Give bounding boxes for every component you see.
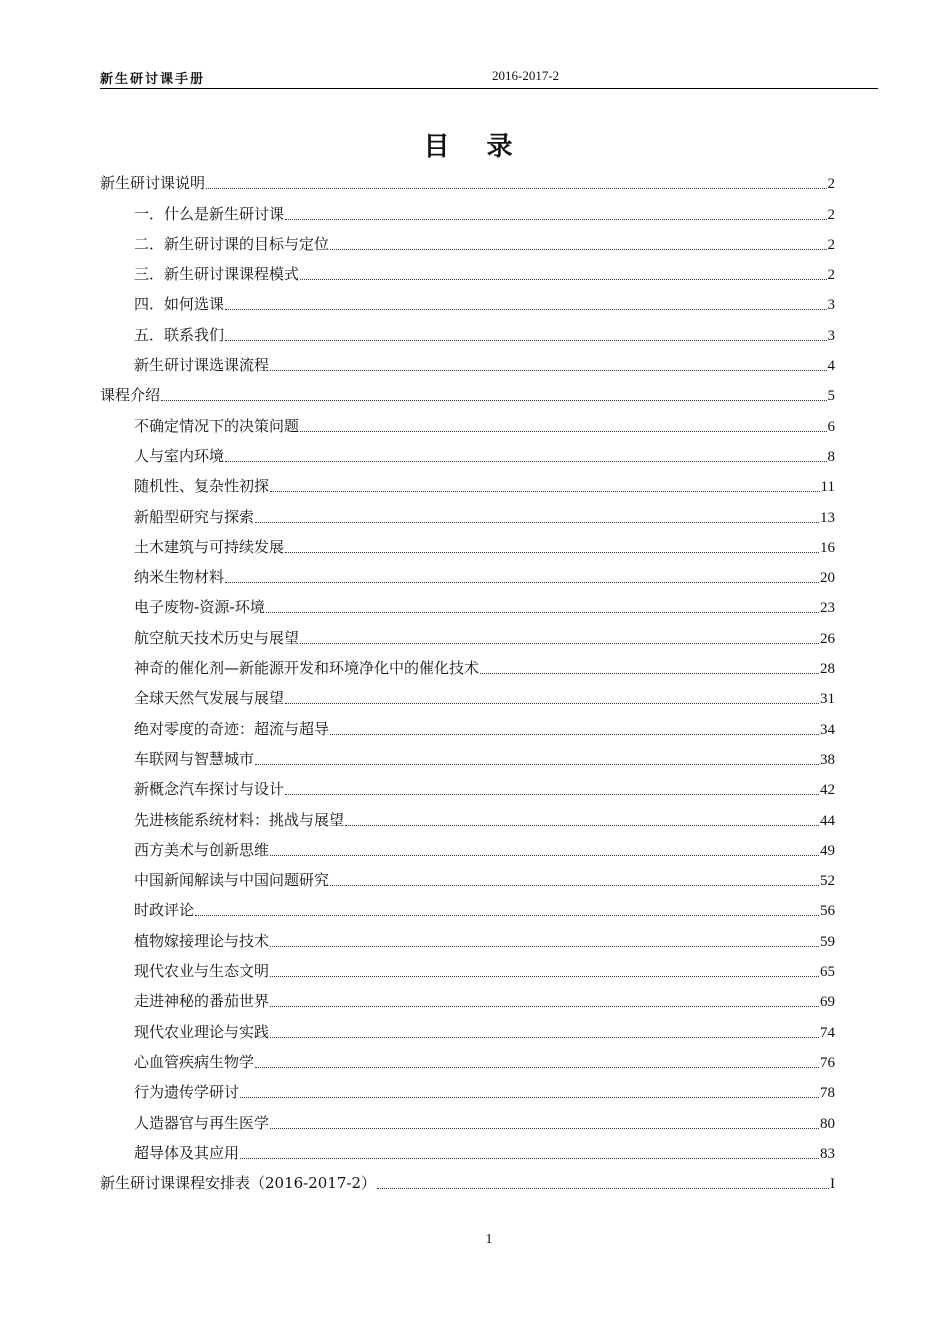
- toc-dot-leader: [240, 1097, 819, 1098]
- toc-entry-title: 不确定情况下的决策问题: [134, 416, 300, 435]
- toc-entry[interactable]: [100, 833, 835, 863]
- toc-dot-leader: [330, 734, 819, 735]
- toc-dot-leader: [161, 400, 826, 401]
- toc-dot-leader: [225, 461, 826, 462]
- toc-entry[interactable]: [100, 1014, 835, 1044]
- toc-entry-title: 心血管疾病生物学: [134, 1052, 255, 1071]
- toc-entry-page: 6: [827, 418, 835, 435]
- toc-entry-title: 西方美术与创新思维: [134, 840, 270, 859]
- toc-entry-title: 一．什么是新生研讨课: [134, 204, 285, 223]
- toc-dot-leader: [345, 825, 819, 826]
- toc-entry-title: 航空航天技术历史与展望: [134, 628, 300, 647]
- page-header: [100, 66, 878, 89]
- toc-entry-title: 三．新生研讨课课程模式: [134, 265, 300, 284]
- toc-entry-title: 人造器官与再生医学: [134, 1113, 270, 1132]
- toc-dot-leader: [480, 673, 819, 674]
- toc-entry[interactable]: [100, 954, 835, 984]
- toc-entry-title: 随机性、复杂性初探: [134, 477, 270, 496]
- toc-entry-title: 行为遗传学研讨: [134, 1083, 240, 1102]
- toc-entry-title: 中国新闻解读与中国问题研究: [134, 871, 330, 890]
- toc-dot-leader: [225, 340, 826, 341]
- toc-entry-page: 2: [827, 267, 835, 284]
- page-number: 1: [485, 1232, 493, 1247]
- toc-entry-title: 四．如何选课: [134, 295, 225, 314]
- toc-entry-page: 44: [820, 812, 835, 829]
- toc-entry-page: 34: [820, 721, 835, 738]
- toc-dot-leader: [330, 885, 819, 886]
- toc-entry[interactable]: [100, 408, 835, 438]
- toc-entry[interactable]: [100, 590, 835, 620]
- toc-entry[interactable]: [100, 166, 835, 196]
- toc-dot-leader: [270, 1128, 819, 1129]
- toc-dot-leader: [206, 188, 826, 189]
- toc-entry[interactable]: [100, 1136, 835, 1166]
- toc-entry-page: 56: [820, 903, 835, 920]
- toc-entry-page: 31: [820, 691, 835, 708]
- toc-entry[interactable]: [100, 651, 835, 681]
- toc-dot-leader: [270, 976, 819, 977]
- toc-entry-title: 五．联系我们: [134, 325, 225, 344]
- toc-entry-page: 78: [820, 1085, 835, 1102]
- toc-entry[interactable]: [100, 863, 835, 893]
- header-semester: 2016-2017-2: [492, 68, 560, 83]
- toc-entry[interactable]: [100, 348, 835, 378]
- toc-dot-leader: [225, 309, 826, 310]
- header-handbook-title: 新生研讨课手册: [100, 72, 206, 87]
- toc-dot-leader: [255, 1067, 819, 1068]
- toc-dot-leader: [377, 1188, 829, 1189]
- toc-entry-title: 土木建筑与可持续发展: [134, 537, 285, 556]
- toc-entry-title: 先进核能系统材料：挑战与展望: [134, 810, 345, 829]
- toc-entry-title: 新船型研究与探索: [134, 507, 255, 526]
- toc-entry-page: 11: [820, 479, 835, 496]
- toc-entry-page: 83: [820, 1145, 835, 1162]
- toc-dot-leader: [285, 552, 819, 553]
- toc-entry-title: 新生研讨课课程安排表（2016-2017-2）: [100, 1174, 377, 1193]
- toc-entry[interactable]: [100, 560, 835, 590]
- toc-entry-page: 28: [820, 661, 835, 678]
- toc-dot-leader: [285, 703, 819, 704]
- toc-entry-page: 13: [820, 509, 835, 526]
- toc-dot-leader: [270, 491, 820, 492]
- toc-entry-page: 2: [827, 176, 835, 193]
- toc-entry-page: 3: [827, 327, 835, 344]
- toc-entry[interactable]: [100, 1166, 835, 1196]
- toc-dot-leader: [270, 946, 819, 947]
- toc-entry-page: 5: [827, 388, 835, 405]
- toc-entry[interactable]: [100, 439, 835, 469]
- toc-dot-leader: [270, 855, 819, 856]
- toc-entry-title: 纳米生物材料: [134, 568, 225, 587]
- toc-entry-page: 76: [820, 1054, 835, 1071]
- toc-entry-page: 8: [827, 448, 835, 465]
- toc-entry-page: 80: [820, 1115, 835, 1132]
- toc-entry[interactable]: [100, 772, 835, 802]
- toc-dot-leader: [300, 643, 819, 644]
- toc-dot-leader: [270, 1006, 819, 1007]
- toc-entry-title: 全球天然气发展与展望: [134, 689, 285, 708]
- toc-entry-page: 2: [827, 206, 835, 223]
- toc-entry-title: 绝对零度的奇迹：超流与超导: [134, 719, 330, 738]
- toc-entry-page: 42: [820, 782, 835, 799]
- toc-entry-title: 课程介绍: [100, 386, 161, 405]
- toc-entry[interactable]: [100, 257, 835, 287]
- toc-entry-page: 69: [820, 994, 835, 1011]
- toc-entry-page: 52: [820, 873, 835, 890]
- toc-entry-title: 现代农业理论与实践: [134, 1022, 270, 1041]
- toc-entry-page: 26: [820, 630, 835, 647]
- toc-entry-page: 38: [820, 751, 835, 768]
- toc-entry[interactable]: [100, 711, 835, 741]
- toc-entry-page: 49: [820, 842, 835, 859]
- toc-entry[interactable]: [100, 378, 835, 408]
- toc-entry[interactable]: [100, 499, 835, 529]
- toc-entry[interactable]: [100, 317, 835, 347]
- toc-entry[interactable]: [100, 802, 835, 832]
- toc-entry[interactable]: [100, 681, 835, 711]
- toc-entry-page: 59: [820, 933, 835, 950]
- toc-entry-page: 20: [820, 570, 835, 587]
- toc-entry-page: 4: [827, 358, 835, 375]
- toc-entry[interactable]: [100, 923, 835, 953]
- toc-entry-title: 二．新生研讨课的目标与定位: [134, 234, 330, 253]
- toc-dot-leader: [225, 582, 819, 583]
- toc-entry-title: 新概念汽车探讨与设计: [134, 780, 285, 799]
- toc-dot-leader: [195, 915, 819, 916]
- toc-entry-title: 新生研讨课选课流程: [134, 356, 270, 375]
- toc-dot-leader: [255, 522, 819, 523]
- toc-dot-leader: [285, 219, 826, 220]
- toc-entry-page: I: [830, 1176, 835, 1193]
- toc-entry-title: 现代农业与生态文明: [134, 962, 270, 981]
- toc-entry[interactable]: [100, 742, 835, 772]
- toc-entry-page: 16: [820, 539, 835, 556]
- toc-entry-page: 74: [820, 1024, 835, 1041]
- toc-entry-title: 时政评论: [134, 901, 195, 920]
- toc-dot-leader: [300, 431, 826, 432]
- toc-entry-title: 超导体及其应用: [134, 1143, 240, 1162]
- toc-entry-page: 23: [820, 600, 835, 617]
- toc-dot-leader: [270, 1037, 819, 1038]
- toc-entry-title: 植物嫁接理论与技术: [134, 931, 270, 950]
- toc-dot-leader: [240, 1158, 819, 1159]
- toc-heading: 目 录: [423, 132, 527, 162]
- toc-entry[interactable]: [100, 1075, 835, 1105]
- toc-dot-leader: [255, 764, 819, 765]
- toc-entry[interactable]: [100, 227, 835, 257]
- toc-entry[interactable]: [100, 1105, 835, 1135]
- toc-entry[interactable]: [100, 530, 835, 560]
- toc-dot-leader: [266, 612, 819, 613]
- toc-entry[interactable]: [100, 893, 835, 923]
- toc-dot-leader: [270, 370, 826, 371]
- toc-entry-title: 人与室内环境: [134, 446, 225, 465]
- toc-entry[interactable]: [100, 984, 835, 1014]
- toc-entry-title: 神奇的催化剂—新能源开发和环境净化中的催化技术: [134, 659, 480, 678]
- toc-entry-page: 3: [827, 297, 835, 314]
- toc-dot-leader: [300, 279, 826, 280]
- toc-entry-page: 2: [827, 236, 835, 253]
- toc-entry-title: 走进神秘的番茄世界: [134, 992, 270, 1011]
- toc-dot-leader: [285, 794, 819, 795]
- toc-entry[interactable]: [100, 620, 835, 650]
- toc-entry[interactable]: [100, 287, 835, 317]
- toc-entry-title: 新生研讨课说明: [100, 174, 206, 193]
- table-of-contents: [100, 166, 835, 1196]
- toc-dot-leader: [330, 249, 826, 250]
- toc-entry[interactable]: [100, 469, 835, 499]
- toc-entry-title: 电子废物-资源-环境: [134, 598, 265, 617]
- toc-entry[interactable]: [100, 1045, 835, 1075]
- toc-entry[interactable]: [100, 196, 835, 226]
- toc-entry-title: 车联网与智慧城市: [134, 749, 255, 768]
- toc-entry-page: 65: [820, 964, 835, 981]
